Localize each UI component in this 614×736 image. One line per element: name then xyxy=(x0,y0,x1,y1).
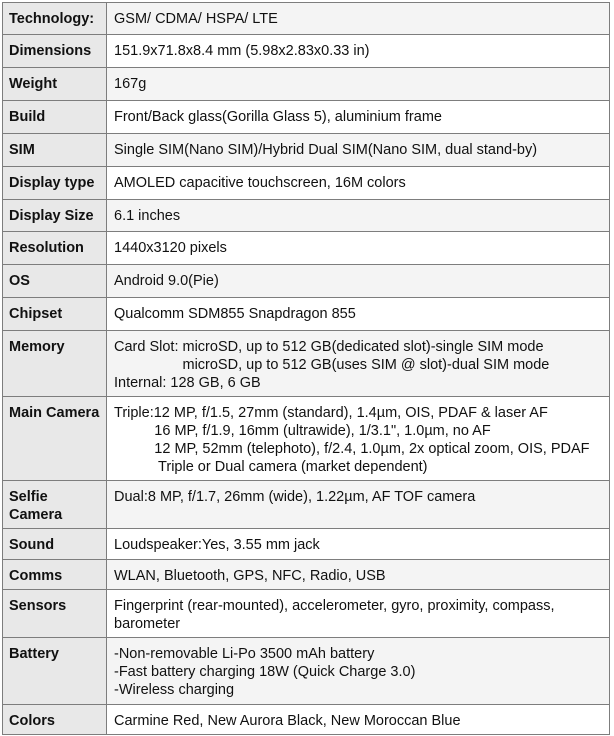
main-camera-line: 12 MP, 52mm (telephoto), f/2.4, 1.0µm, 2x optical zoom, OIS, PDAF xyxy=(114,441,590,457)
spec-label: Sound xyxy=(3,529,107,560)
memory-line: Internal: 128 GB, 6 GB xyxy=(114,375,261,391)
spec-row-selfie-camera xyxy=(3,481,610,529)
spec-label: Memory xyxy=(3,331,107,397)
spec-label: Main Camera xyxy=(3,397,107,481)
spec-row-comms xyxy=(3,560,610,590)
spec-label: Build xyxy=(3,101,107,134)
spec-value: Carmine Red, New Aurora Black, New Moroccan Blue xyxy=(107,705,610,735)
spec-value: 151.9x71.8x8.4 mm (5.98x2.83x0.33 in) xyxy=(107,35,610,68)
spec-value: WLAN, Bluetooth, GPS, NFC, Radio, USB xyxy=(107,560,610,590)
spec-label: Comms xyxy=(3,560,107,590)
spec-value xyxy=(107,638,610,705)
spec-label: Chipset xyxy=(3,298,107,331)
spec-row-dimensions xyxy=(3,35,610,68)
spec-label: Technology: xyxy=(3,3,107,35)
spec-row-weight xyxy=(3,68,610,101)
spec-row-colors xyxy=(3,705,610,735)
spec-row-display-type xyxy=(3,167,610,200)
spec-value: Front/Back glass(Gorilla Glass 5), aluminium frame xyxy=(107,101,610,134)
spec-label: Battery xyxy=(3,638,107,705)
spec-value: Dual:8 MP, f/1.7, 26mm (wide), 1.22µm, AF TOF camera xyxy=(107,481,610,529)
spec-label: Selfie Camera xyxy=(3,481,107,529)
spec-label: Sensors xyxy=(3,590,107,638)
spec-row-sim xyxy=(3,134,610,167)
spec-row-chipset xyxy=(3,298,610,331)
specs-table-body xyxy=(3,3,610,735)
spec-label: SIM xyxy=(3,134,107,167)
main-camera-line: Triple:12 MP, f/1.5, 27mm (standard), 1.4µm, OIS, PDAF & laser AF xyxy=(114,405,548,421)
spec-value: AMOLED capacitive touchscreen, 16M colors xyxy=(107,167,610,200)
spec-label: Colors xyxy=(3,705,107,735)
spec-value xyxy=(107,331,610,397)
battery-line: -Wireless charging xyxy=(114,682,235,698)
spec-label: Weight xyxy=(3,68,107,101)
battery-line: -Non-removable Li-Po 3500 mAh battery xyxy=(114,646,375,662)
spec-row-technology xyxy=(3,3,610,35)
spec-row-memory xyxy=(3,331,610,397)
spec-row-battery xyxy=(3,638,610,705)
main-camera-line: Triple or Dual camera (market dependent) xyxy=(114,459,428,475)
spec-row-os xyxy=(3,265,610,298)
spec-row-main-camera xyxy=(3,397,610,481)
memory-line: microSD, up to 512 GB(uses SIM @ slot)-dual SIM mode xyxy=(114,357,550,373)
spec-value: 167g xyxy=(107,68,610,101)
spec-value: 6.1 inches xyxy=(107,200,610,232)
main-camera-line: 16 MP, f/1.9, 16mm (ultrawide), 1/3.1", 1.0µm, no AF xyxy=(114,423,491,439)
memory-line: Card Slot: microSD, up to 512 GB(dedicated slot)-single SIM mode xyxy=(114,339,544,355)
spec-value: Single SIM(Nano SIM)/Hybrid Dual SIM(Nano SIM, dual stand-by) xyxy=(107,134,610,167)
spec-row-build xyxy=(3,101,610,134)
spec-label: Display Size xyxy=(3,200,107,232)
spec-value xyxy=(107,397,610,481)
spec-value: Qualcomm SDM855 Snapdragon 855 xyxy=(107,298,610,331)
spec-value: Fingerprint (rear-mounted), accelerometer, gyro, proximity, compass, barometer xyxy=(107,590,610,638)
spec-value: 1440x3120 pixels xyxy=(107,232,610,265)
specs-table xyxy=(2,2,610,735)
spec-label: Display type xyxy=(3,167,107,200)
spec-row-resolution xyxy=(3,232,610,265)
spec-row-sensors xyxy=(3,590,610,638)
spec-label: OS xyxy=(3,265,107,298)
spec-row-display-size xyxy=(3,200,610,232)
spec-value: Loudspeaker:Yes, 3.55 mm jack xyxy=(107,529,610,560)
spec-label: Resolution xyxy=(3,232,107,265)
spec-row-sound xyxy=(3,529,610,560)
spec-value: GSM/ CDMA/ HSPA/ LTE xyxy=(107,3,610,35)
spec-label: Dimensions xyxy=(3,35,107,68)
spec-value: Android 9.0(Pie) xyxy=(107,265,610,298)
battery-line: -Fast battery charging 18W (Quick Charge 3.0) xyxy=(114,664,416,680)
